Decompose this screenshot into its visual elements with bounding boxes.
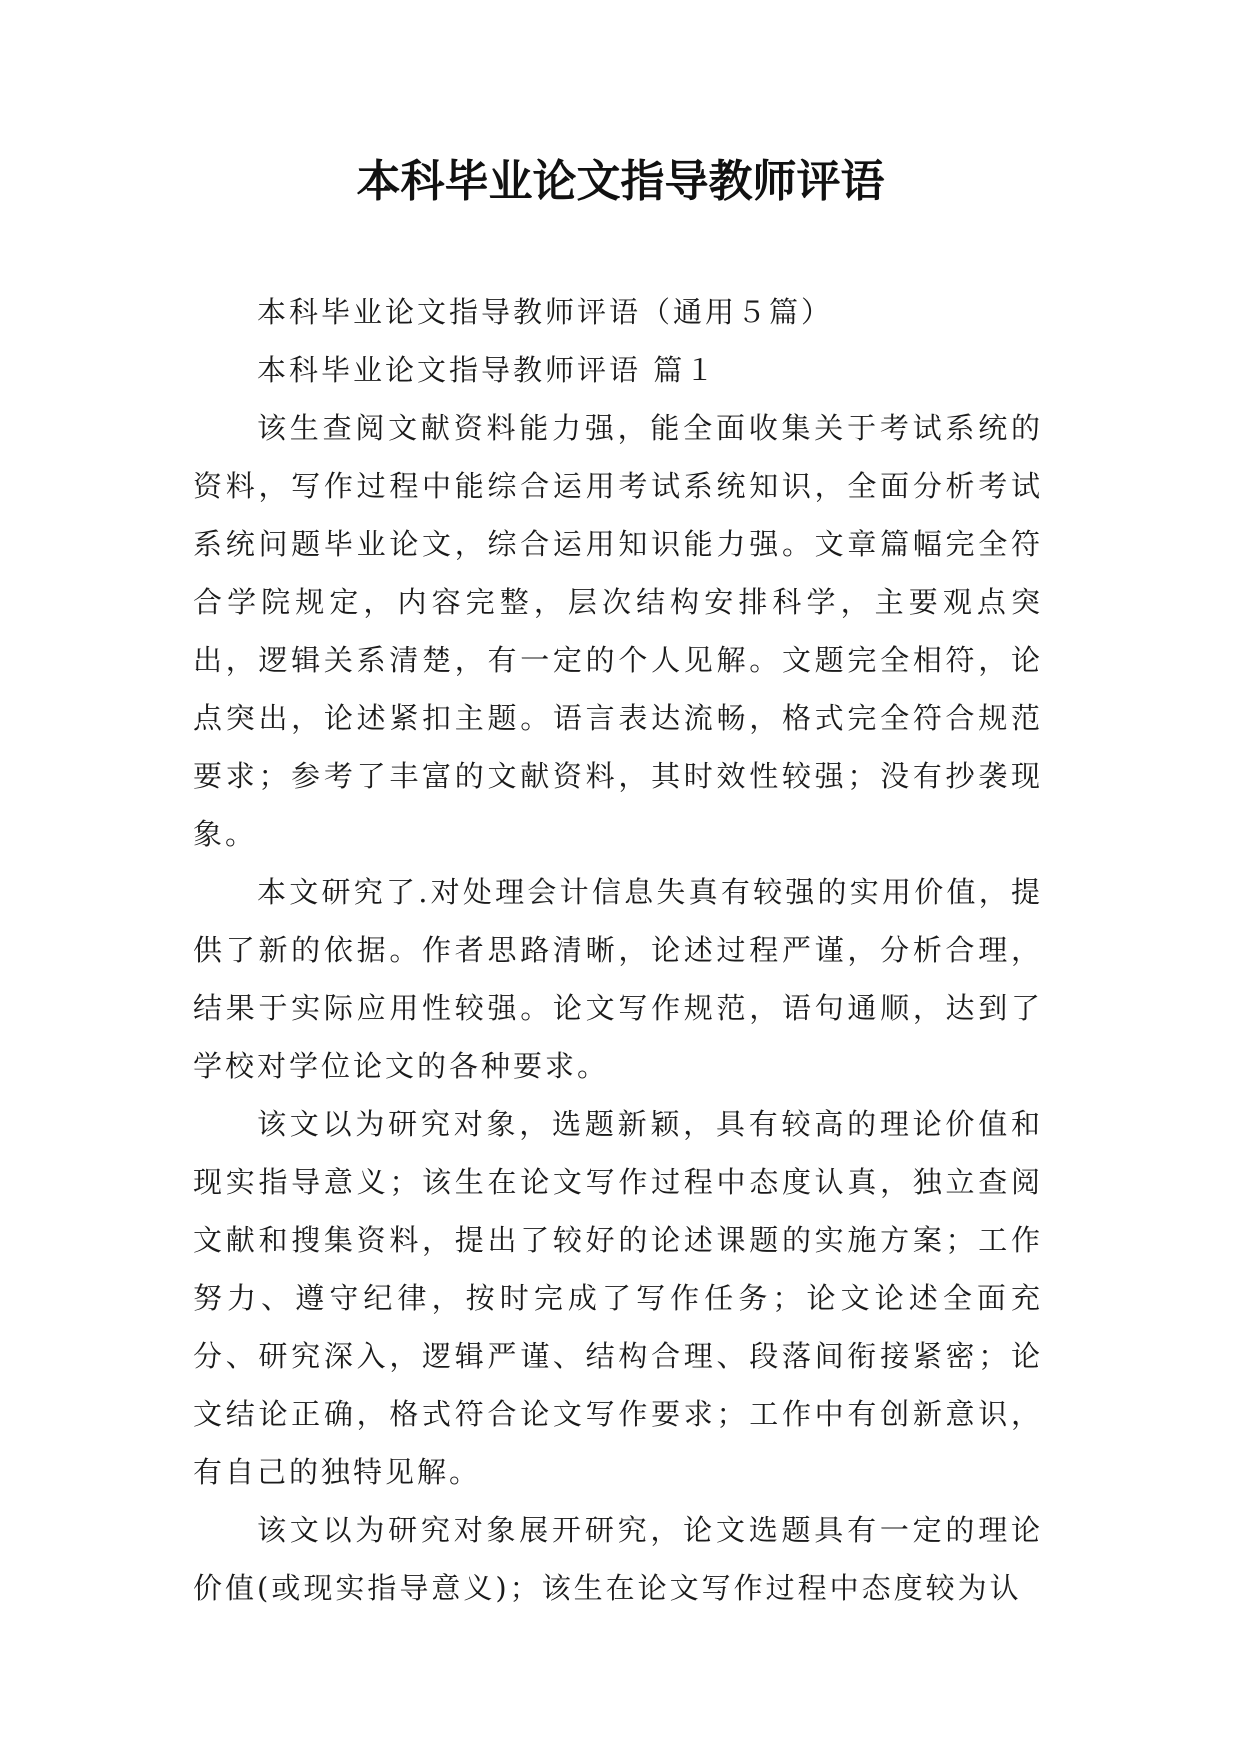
paragraph: 该生查阅文献资料能力强，能全面收集关于考试系统的资料，写作过程中能综合运用考试系统知识，全面分析考试系统问题毕业论文，综合运用知识能力强。文章篇幅完全符合学院规定，内容完整，层次结构安排科学，主要观点突出，逻辑关系清楚，有一定的个人见解。文题完全相符，论点突出，论述紧扣主题。语言表达流畅，格式完全符合规范要求；参考了丰富的文献资料，其时效性较强；没有抄袭现象。 xyxy=(193,411,1043,851)
paragraph: 该文以为研究对象展开研究，论文选题具有一定的理论价值(或现实指导意义)；该生在论文写作过程中态度较为认 xyxy=(193,1513,1043,1605)
paragraph: 本文研究了.对处理会计信息失真有较强的实用价值，提供了新的依据。作者思路清晰，论述过程严谨，分析合理，结果于实际应用性较强。论文写作规范，语句通顺，达到了学校对学位论文的各种要求。 xyxy=(193,875,1043,1083)
document-body xyxy=(193,283,1043,1617)
paragraph: 该文以为研究对象，选题新颖，具有较高的理论价值和现实指导意义；该生在论文写作过程中态度认真，独立查阅文献和搜集资料，提出了较好的论述课题的实施方案；工作努力、遵守纪律，按时完成了写作任务；论文论述全面充分、研究深入，逻辑严谨、结构合理、段落间衔接紧密；论文结论正确，格式符合论文写作要求；工作中有创新意识，有自己的独特见解。 xyxy=(193,1107,1043,1489)
section-heading: 本科毕业论文指导教师评语 篇１ xyxy=(257,353,718,387)
document-subtitle: 本科毕业论文指导教师评语（通用５篇） xyxy=(257,295,834,329)
document-title: 本科毕业论文指导教师评语 xyxy=(356,156,885,207)
